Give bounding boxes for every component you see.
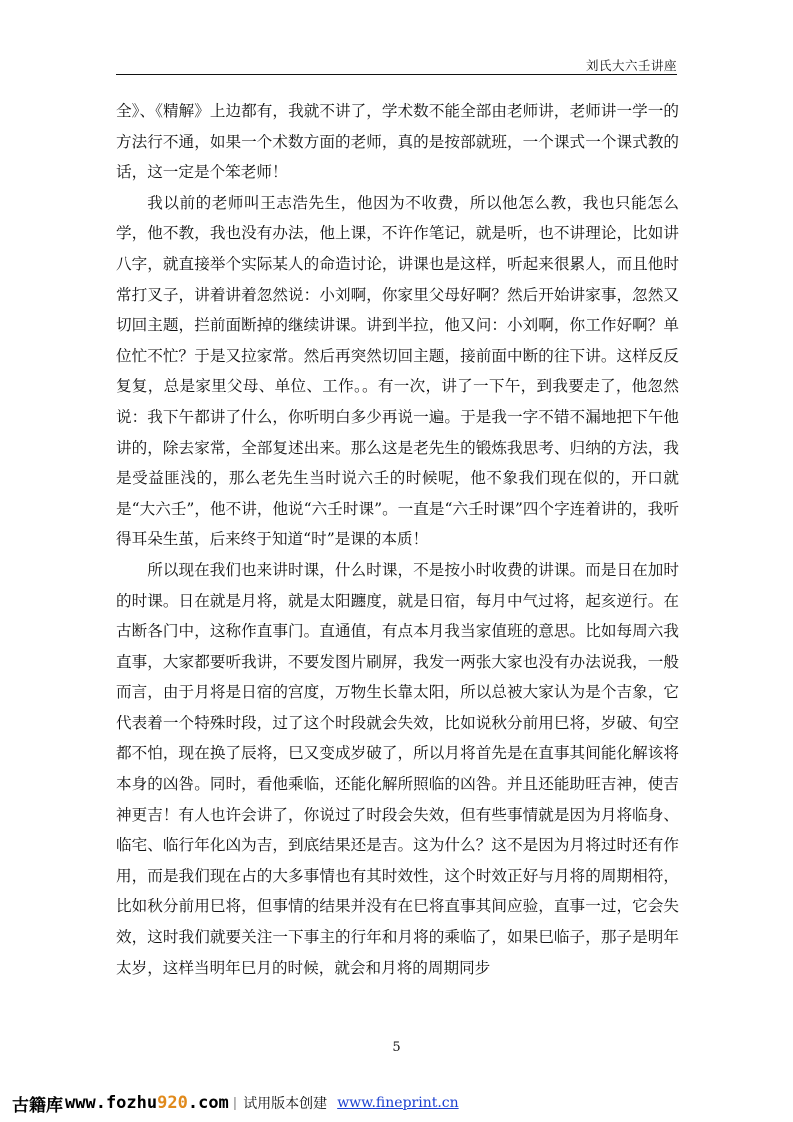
- paragraph: 所以现在我们也来讲时课，什么时课，不是按小时收费的讲课。而是日在加时的时课。日在就是月将，就是太阳躔度，就是日宿，每月中气过将，起亥逆行。在古断各门中，这称作直事门。直通值，有点本月我当家值班的意思。比如每周六我直事，大家都要听我讲，不要发图片刷屏，我发一两张大家也没有办法说我，一般而言，由于月将是日宿的宫度，万物生长靠太阳，所以总被大家认为是个吉象，它代表着一个特殊时段，过了这个时段就会失效，比如说秋分前用巳将，岁破、旬空都不怕，现在换了辰将，巳又变成岁破了，所以月将首先是在直事其间能化解该将本身的凶咎。同时，看他乘临，还能化解所照临的凶咎。并且还能助旺吉神，使吉神更吉！有人也许会讲了，你说过了时段会失效，但有些事情就是因为月将临身、临宅、临行年化凶为吉，到底结果还是吉。这为什么？这不是因为月将过时还有作用，而是我们现在占的大多事情也有其时效性，这个时效正好与月将的周期相符，比如秋分前用巳将，但事情的结果并没有在巳将直事其间应验，直事一过，它会失效，这时我们就要关注一下事主的行年和月将的乘临了，如果巳临子，那子是明年太岁，这样当明年巳月的时候，就会和月将的周期同步: [116, 560, 679, 977]
- paragraph: 我以前的老师叫王志浩先生，他因为不收费，所以他怎么教，我也只能怎么学，他不教，我也没有办法，他上课，不许作笔记，就是听，也不讲理论，比如讲八字，就直接举个实际某人的命造讨论，讲课也是这样，听起来很累人，而且他时常打叉子，讲着讲着忽然说：小刘啊，你家里父母好啊？然后开始讲家事，忽然又切回主题，拦前面断掉的继续讲课。讲到半拉，他又问：小刘啊，你工作好啊？单位忙不忙？于是又拉家常。然后再突然切回主题，接前面中断的往下讲。这样反反复复，总是家里父母、单位、工作。。有一次，讲了一下午，到我要走了，他忽然说：我下午都讲了什么，你听明白多少再说一遍。于是我一字不错不漏地把下午他讲的，除去家常，全部复述出来。那么这是老先生的锻炼我思考、归纳的方法，我是受益匪浅的，那么老先生当时说六壬的时候呢，他不象我们现在似的，开口就是“大六壬”，他不讲，他说“六壬时课”。一直是“六壬时课”四个字连着讲的，我听得耳朵生茧，后来终于知道“时”是课的本质！: [116, 193, 679, 549]
- footer: [12, 1088, 459, 1118]
- page-number: 5: [392, 1040, 401, 1055]
- header-title: 刘氏大六壬讲座: [585, 58, 677, 73]
- header-rule: [116, 74, 677, 75]
- logo-url-part: .com: [187, 1093, 229, 1113]
- footer-link[interactable]: www.fineprint.cn: [337, 1095, 459, 1111]
- footer-logo-text: 古籍库: [12, 1095, 63, 1116]
- paragraph: 全》、《精解》上边都有，我就不讲了，学术数不能全部由老师讲，老师讲一学一的方法行不通，如果一个术数方面的老师，真的是按部就班，一个课式一个课式教的话，这一定是个笨老师！: [116, 102, 679, 182]
- footer-logo-url[interactable]: [65, 1093, 229, 1113]
- logo-url-accent: 920: [157, 1093, 188, 1113]
- footer-separator: |: [232, 1095, 238, 1111]
- document-body: [116, 96, 679, 983]
- logo-url-part: www.fozhu: [65, 1093, 158, 1113]
- footer-note: 试用版本创建: [243, 1096, 328, 1112]
